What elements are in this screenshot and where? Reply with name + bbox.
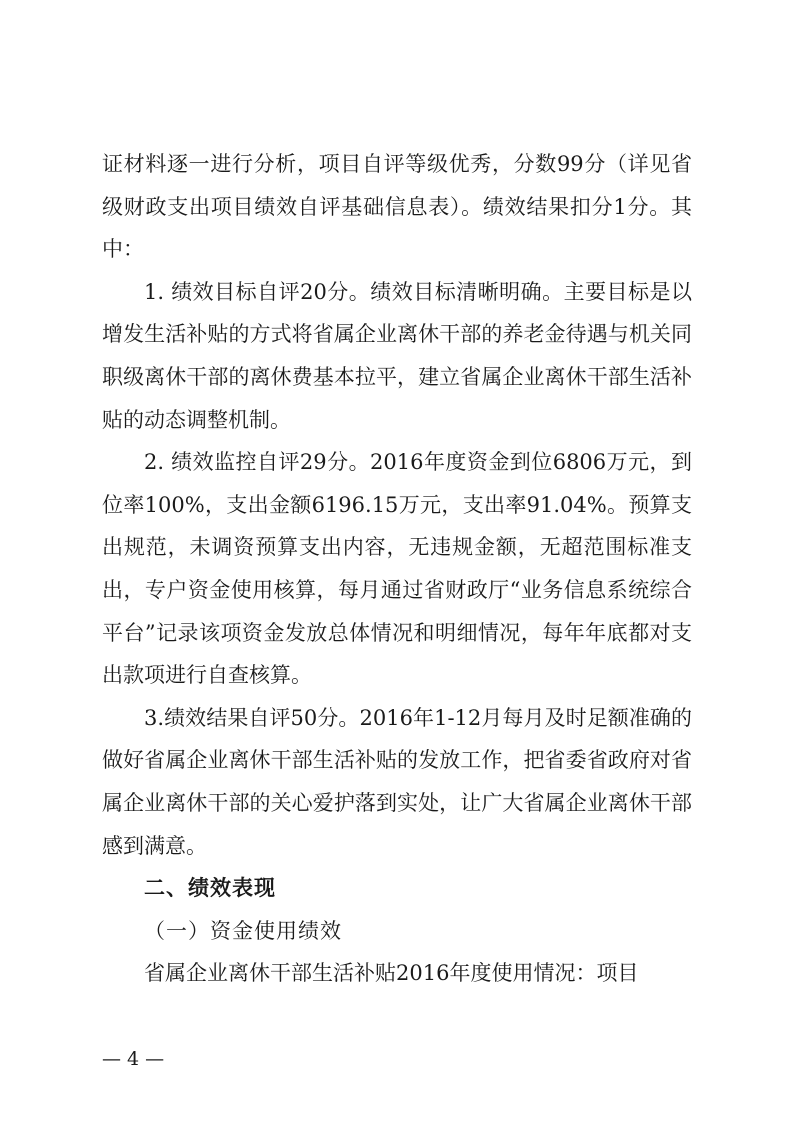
paragraph-target-eval: 1. 绩效目标自评20分。绩效目标清晰明确。主要目标是以增发生活补贴的方式将省属企业离休干部的养老金待遇与机关同职级离休干部的离休费基本拉平，建立省属企业离休干部生活补贴的动态调整机制。 (102, 279, 692, 432)
paragraph-monitor-eval: 2. 绩效监控自评29分。2016年度资金到位6806万元，到位率100%，支出金额6196.15万元，支出率91.04%。预算支出规范，未调资预算支出内容，无违规金额，无超范围标准支出，专户资金使用核算，每月通过省财政厅“业务信息系统综合平台”记录该项资金发放总体情况和明细情况，每年年底都对支出款项进行自查核算。 (102, 450, 692, 688)
paragraph-result-eval: 3.绩效结果自评50分。2016年1-12月每月及时足额准确的做好省属企业离休干部生活补贴的发放工作，把省委省政府对省属企业离休干部的关心爱护落到实处，让广大省属企业离休干部感到满意。 (102, 705, 692, 858)
page-number: — 4 — (102, 1048, 165, 1070)
subsection-heading: （一）资金使用绩效 (144, 918, 342, 943)
body-text (102, 143, 692, 995)
paragraph-intro: 证材料逐一进行分析，项目自评等级优秀，分数99分（详见省级财政支出项目绩效自评基础信息表）。绩效结果扣分1分。其中： (102, 152, 692, 262)
section-heading: 二、绩效表现 (144, 876, 276, 901)
paragraph-fund-usage: 省属企业离休干部生活补贴2016年度使用情况：项目 (144, 961, 639, 986)
